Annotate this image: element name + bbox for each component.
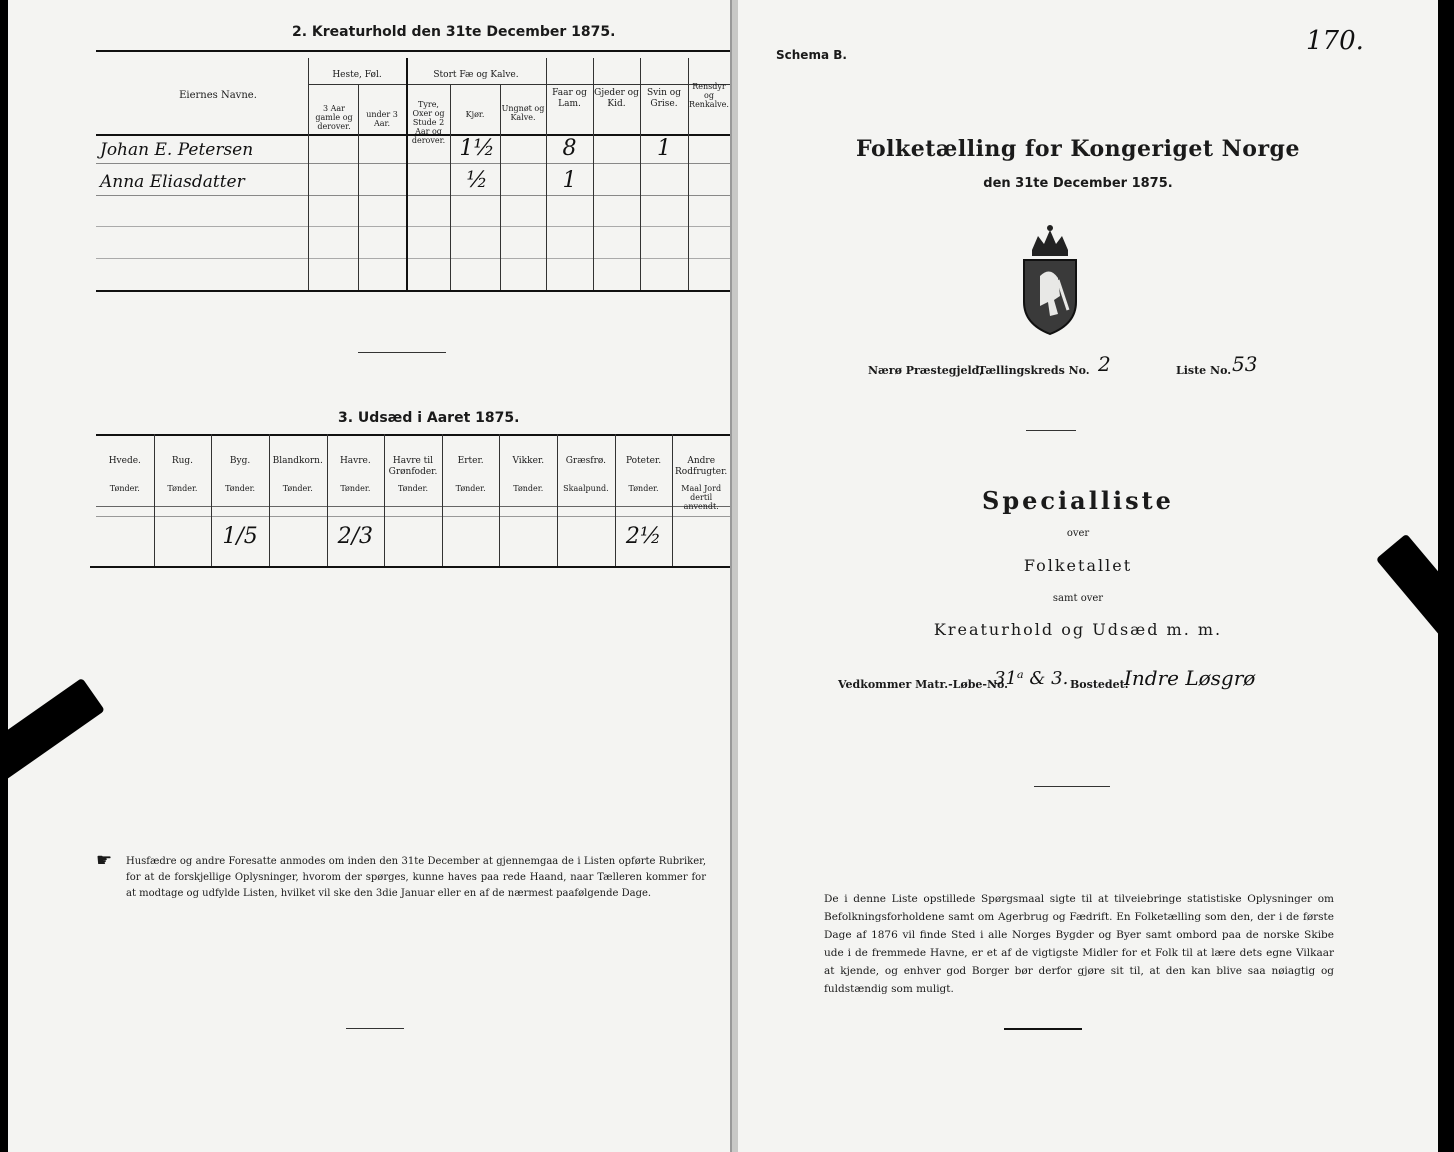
norway-coat-of-arms-icon xyxy=(1020,220,1080,342)
page-tab-marker xyxy=(8,678,105,803)
udsaed-col-unit: Tønder. xyxy=(513,484,544,493)
rule xyxy=(1034,786,1110,787)
col-goats: Gjeder og Kid. xyxy=(594,88,639,109)
rule xyxy=(406,58,408,290)
udsaed-col-unit: Tønder. xyxy=(109,484,140,493)
udsaed-col-unit: Tønder. xyxy=(282,484,313,493)
section2-title: 2. Kreaturhold den 31te December 1875. xyxy=(292,24,616,40)
rule xyxy=(384,434,385,566)
cows-1: 1½ xyxy=(459,136,495,161)
over-text: over xyxy=(1066,528,1090,539)
sheep-1: 8 xyxy=(562,136,577,161)
udsaed-col-header: Poteter. xyxy=(625,456,662,466)
rule xyxy=(96,50,730,52)
udsaed-col-unit: Tønder. xyxy=(628,484,659,493)
sheep-2: 1 xyxy=(562,168,577,193)
rule xyxy=(96,506,730,507)
col-horses-old: 3 Aar gamle og derover. xyxy=(315,104,353,131)
udsaed-col-header: Andre Rodfrugter. xyxy=(675,456,728,477)
bosted-value: Indre Løsgrø xyxy=(1124,666,1256,690)
col-reindeer: Rensdyr og Renkalve. xyxy=(689,82,729,109)
rule xyxy=(308,84,730,85)
info-paragraph: De i denne Liste opstillede Spørgsmaal sigte til at tilveiebringe statistiske Oplysninger om Befolkningsforholdene samt om Agerbrug og Fædrift. En Folketælling som den, der i de første Dage af 1876 vil finde Sted i alle Norges Bygder og Byer samt ombord paa de norske Skibe ude i de fremmede Havne, er et af de vigtigste Midler for et Folk til at lære dets egne Vilkaar at kjende, og enhver god Borger bør derfor gjøre sit til, at den kan blive saa nøiagtig og fuldstændig som muligt. xyxy=(824,893,1334,995)
udsaed-col-unit: Tønder. xyxy=(455,484,486,493)
pigs-1: 1 xyxy=(657,136,671,161)
udsaed-value: 2½ xyxy=(625,524,662,549)
page-tab-marker xyxy=(1376,534,1438,667)
group-cattle: Stort Fæ og Kalve. xyxy=(433,70,519,80)
page-date: den 31te December 1875. xyxy=(983,176,1173,191)
notice-text: Husfædre og andre Foresatte anmodes om inden den 31te December at gjennemgaa de i Listen opførte Rubriker, for at de forskjellige Oplysninger, hvorom der spørges, kunne haves paa rede Haand, naar Tælleren kommer for at modtage og udfylde Listen, hvilket vil ske den 3die Januar eller en af de nærmest paafølgende Dage. xyxy=(126,856,706,899)
col-horses-young: under 3 Aar. xyxy=(366,110,398,128)
udsaed-col-header: Græsfrø. xyxy=(565,456,607,466)
rule xyxy=(442,434,443,566)
udsaed-col-unit: Tønder. xyxy=(397,484,428,493)
left-page xyxy=(8,0,732,1152)
section3-title: 3. Udsæd i Aaret 1875. xyxy=(338,410,520,426)
rule xyxy=(1026,430,1076,431)
col-sheep: Faar og Lam. xyxy=(552,88,587,109)
rule xyxy=(1004,1028,1082,1030)
udsaed-col-header: Vikker. xyxy=(512,456,545,466)
udsaed-col-unit: Skaalpund. xyxy=(563,484,609,493)
rule xyxy=(269,434,270,566)
col-bulls: Tyre, Oxer og Stude 2 Aar og derover. xyxy=(411,100,446,145)
pointing-hand-icon: ☛ xyxy=(96,850,113,871)
udsaed-col-header: Erter. xyxy=(457,456,484,466)
district-label: Tællingskreds No. xyxy=(978,364,1090,377)
rule xyxy=(96,163,730,164)
owner-name-2: Anna Eliasdatter xyxy=(100,172,245,192)
specialliste-heading: Specialliste xyxy=(982,486,1174,515)
parish-label: Nærø Præstegjeld, xyxy=(868,364,984,377)
rule xyxy=(499,434,500,566)
rule xyxy=(308,58,309,290)
cows-2: ½ xyxy=(466,168,488,193)
udsaed-col-unit: Tønder. xyxy=(167,484,198,493)
rule xyxy=(154,434,155,566)
udsaed-col-unit: Tønder. xyxy=(340,484,371,493)
folketallet-text: Folketallet xyxy=(1023,556,1133,575)
list-label: Liste No. xyxy=(1176,364,1232,377)
folio-number: 170. xyxy=(1306,26,1364,56)
samt-over-text: samt over xyxy=(1052,593,1104,604)
rule xyxy=(96,516,730,517)
list-value: 53 xyxy=(1232,352,1258,376)
rule xyxy=(358,352,446,353)
bosted-label: Bostedet: xyxy=(1070,678,1129,691)
page-title: Folketælling for Kongeriget Norge xyxy=(856,136,1300,162)
kreaturhold-text: Kreaturhold og Udsæd m. m. xyxy=(933,620,1223,639)
schema-label: Schema B. xyxy=(776,48,847,62)
rule xyxy=(557,434,558,566)
owner-name-1: Johan E. Petersen xyxy=(100,140,254,160)
owner-header: Eiernes Navne. xyxy=(179,90,257,101)
group-horses: Heste, Føl. xyxy=(332,70,382,80)
udsaed-col-unit: Maal Jord dertil anvendt. xyxy=(681,484,722,511)
rule xyxy=(96,290,730,292)
udsaed-col-header: Hvede. xyxy=(108,456,141,466)
district-value: 2 xyxy=(1098,352,1111,376)
col-pigs: Svin og Grise. xyxy=(647,88,681,109)
col-cows: Kjør. xyxy=(465,110,485,119)
udsaed-col-header: Byg. xyxy=(229,456,251,466)
udsaed-col-header: Rug. xyxy=(171,456,194,466)
rule xyxy=(346,1028,404,1029)
col-young-cattle: Ungnøt og Kalve. xyxy=(501,104,545,122)
udsaed-col-header: Havre til Grønfoder. xyxy=(388,456,438,477)
rule xyxy=(90,566,730,568)
udsaed-value: 2/3 xyxy=(337,524,374,549)
rule xyxy=(96,226,730,227)
udsaed-col-header: Blandkorn. xyxy=(272,456,323,466)
right-page xyxy=(738,0,1438,1152)
udsaed-col-unit: Tønder. xyxy=(225,484,256,493)
udsaed-col-header: Havre. xyxy=(339,456,371,466)
matr-value: 31ᵃ & 3. xyxy=(994,668,1069,689)
udsaed-value: 1/5 xyxy=(222,524,258,549)
matr-label: Vedkommer Matr.-Løbe-No. xyxy=(838,678,1008,691)
rule xyxy=(96,258,730,259)
rule xyxy=(96,434,730,436)
rule xyxy=(96,195,730,196)
